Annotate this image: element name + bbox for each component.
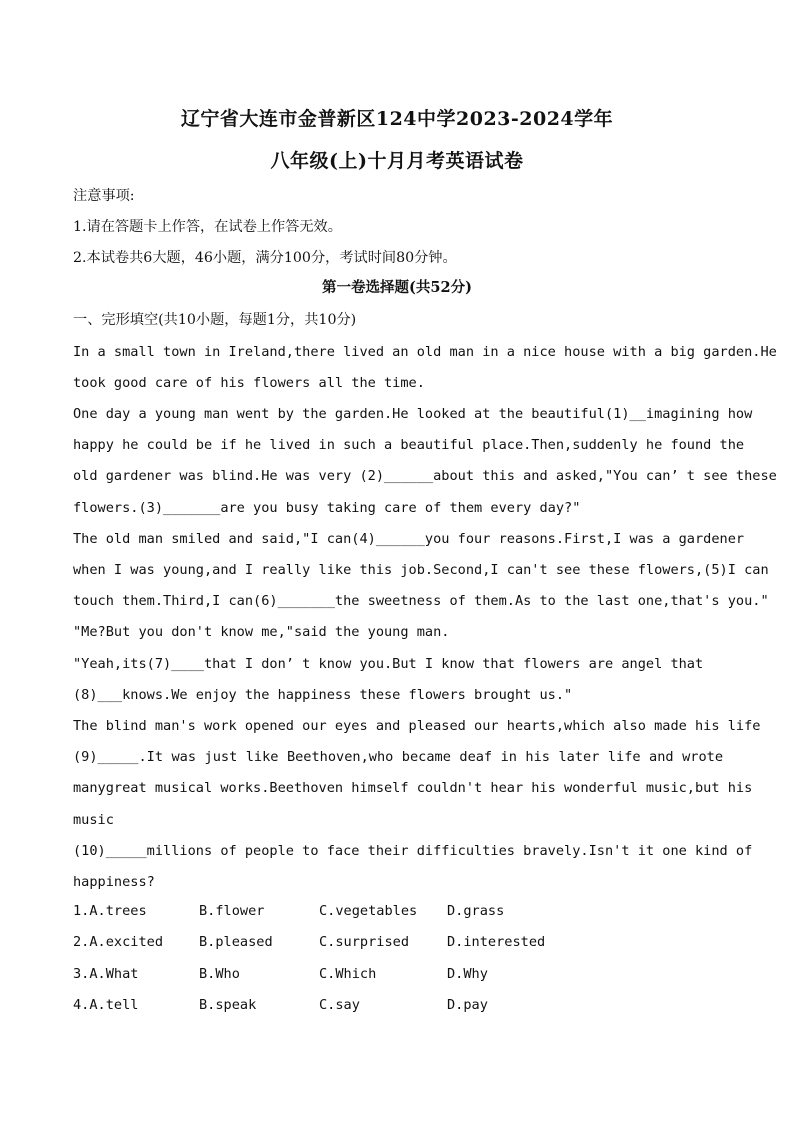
passage-line: In a small town in Ireland,there lived an old man in a nice house with a big garden.He [73, 344, 777, 360]
note-2: 2.本试卷共6大题，46小题，满分100分，考试时间80分钟。 [73, 250, 457, 266]
option-c: C.vegetables [319, 903, 418, 919]
option-d: D.Why [447, 966, 488, 982]
option-a: 1.A.trees [73, 903, 147, 919]
option-b: B.Who [199, 966, 240, 982]
passage-line: happiness? [73, 874, 155, 890]
option-c: C.surprised [319, 934, 410, 950]
passage-line: (9)_____.It was just like Beethoven,who became deaf in his later life and wrote [73, 749, 723, 765]
option-c: C.say [319, 997, 360, 1013]
option-c: C.Which [319, 966, 377, 982]
option-a: 2.A.excited [73, 934, 164, 950]
option-b: B.flower [199, 903, 265, 919]
passage-line: manygreat musical works.Beethoven himself couldn't hear his wonderful music,but his [73, 780, 753, 796]
part1-heading: 第一卷选择题(共52分) [322, 279, 472, 296]
passage-line: flowers.(3)_______are you busy taking care of them every day?" [73, 500, 581, 516]
passage-line: when I was young,and I really like this job.Second,I can't see these flowers,(5)I can [73, 562, 769, 578]
passage-line: "Me?But you don't know me,"said the young man. [73, 624, 450, 640]
passage-line: old gardener was blind.He was very (2)______about this and asked,"You can’ t see these [73, 468, 777, 484]
notes-heading: 注意事项: [73, 188, 135, 204]
passage-line: "Yeah,its(7)____that I don’ t know you.But I know that flowers are angel that [73, 656, 704, 672]
passage-line: One day a young man went by the garden.He looked at the beautiful(1)__imagining how [73, 406, 753, 422]
passage-line: took good care of his flowers all the time. [73, 375, 425, 391]
option-d: D.grass [447, 903, 505, 919]
option-b: B.speak [199, 997, 257, 1013]
option-d: D.pay [447, 997, 488, 1013]
exam-title-line1: 辽宁省大连市金普新区124中学2023-2024学年 [180, 108, 614, 130]
option-a: 3.A.What [73, 966, 139, 982]
passage-line: happy he could be if he lived in such a beautiful place.Then,suddenly he found the [73, 437, 745, 453]
option-a: 4.A.tell [73, 997, 139, 1013]
passage-line: The blind man's work opened our eyes and pleased our hearts,which also made his life [73, 718, 761, 734]
passage-line: The old man smiled and said,"I can(4)______you four reasons.First,I was a gardener [73, 531, 745, 547]
note-1: 1.请在答题卡上作答，在试卷上作答无效。 [73, 219, 342, 235]
passage-line: touch them.Third,I can(6)_______the sweetness of them.As to the last one,that's you." [73, 593, 769, 609]
passage-line: music [73, 812, 114, 828]
option-d: D.interested [447, 934, 546, 950]
exam-title-line2: 八年级(上)十月月考英语试卷 [270, 150, 524, 172]
section1-heading: 一、完形填空(共10小题，每题1分，共10分) [73, 312, 357, 328]
passage-line: (10)_____millions of people to face their difficulties bravely.Isn't it one kind of [73, 843, 753, 859]
passage-line: (8)___knows.We enjoy the happiness these flowers brought us." [73, 687, 573, 703]
option-b: B.pleased [199, 934, 273, 950]
